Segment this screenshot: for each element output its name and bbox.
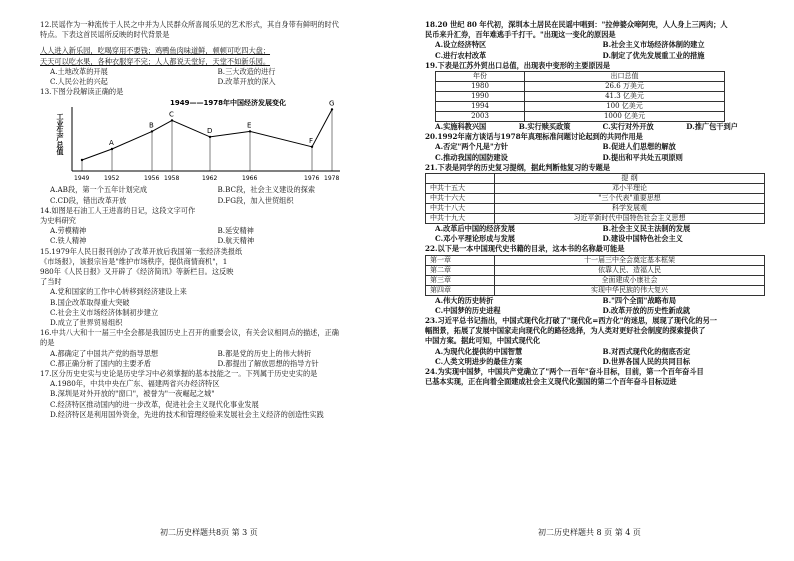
q17-option-a[interactable]: A.1980年，中共中央在广东、福建两省兴办经济特区 xyxy=(50,379,220,389)
q15-option-b[interactable]: B.国企改革取得重大突破 xyxy=(50,297,130,307)
q12-options-row-2 xyxy=(40,77,385,87)
q12-option-a[interactable]: A.土地改革的开展 xyxy=(50,66,108,76)
q16-options-row-2 xyxy=(40,359,385,369)
q21-options-row-2 xyxy=(425,234,770,244)
chart-point-label: G xyxy=(329,99,335,108)
q16-stem-1: 16.中共八大和十一届三中全会都是我国历史上召开的重要会议，有关会议相同点的描述，正确 xyxy=(40,328,339,338)
chart-x-tick-label: 1962 xyxy=(202,175,218,183)
q22-option-c[interactable]: C.中国梦的历史进程 xyxy=(435,305,501,315)
q12-ballad-line-2: 天天可以吃水果，各种衣服穿不完；人人都说天堂好，天堂不如新乐园。 xyxy=(40,56,271,66)
q19-table xyxy=(435,71,725,122)
chart-point-label: D xyxy=(207,127,213,136)
q17-stem: 17.区分历史史实与史论是历史学习中必须掌握的基本技能之一。下列属于历史史实的是 xyxy=(40,369,318,379)
table-cell: 1990 xyxy=(436,92,525,102)
q12-ballad-line-1: 人人进入新乐园，吃喝穿用不要钱；鸡鸭鱼肉味道鲜，顿顿可吃四大盘； xyxy=(40,46,271,56)
table-row xyxy=(436,82,725,92)
q12-options-row-1 xyxy=(40,67,385,77)
q14-stem: 14.如图是石油工人王进喜的日记，这段文字可作 xyxy=(40,205,196,215)
q21-option-b[interactable]: B.社会主义民主法制的发展 xyxy=(602,224,691,234)
q13-option-a[interactable]: A.AB段，第一个五年计划完成 xyxy=(50,185,148,195)
q12-option-b[interactable]: B.三大改造的进行 xyxy=(217,66,276,76)
right-column xyxy=(425,20,770,387)
q13-options-row-2 xyxy=(40,196,385,206)
q20-options-row-1 xyxy=(425,142,770,152)
table-cell: 26.6 万美元 xyxy=(525,82,725,92)
q15-option-a[interactable]: A.党和国家的工作中心转移到经济建设上来 xyxy=(50,287,187,297)
q21-option-c[interactable]: C.邓小平理论形成与发展 xyxy=(435,234,515,244)
page-footer-right: 初二历史样题共 8 页 第 4 页 xyxy=(538,528,641,537)
q24-stem-1: 24.为实现中国梦，中国共产党确立了"两个一百年"奋斗目标，目前，第一个百年奋斗目 xyxy=(425,367,704,377)
table-cell: 中共十八大 xyxy=(426,204,495,214)
q14-option-d[interactable]: D.航天精神 xyxy=(217,236,255,246)
table-header-cell: 出口总值 xyxy=(525,72,725,82)
table-header-cell: 提 纲 xyxy=(495,174,765,184)
table-cell: 中共十九大 xyxy=(426,214,495,224)
table-cell: 实现中华民族的伟大复兴 xyxy=(495,285,765,295)
q22-options-row-1 xyxy=(425,296,770,306)
q19-stem: 19.下表是江苏外贸出口总值，出现表中变形的主要原因是 xyxy=(425,60,611,70)
q20-options-row-2 xyxy=(425,153,770,163)
chart-point-label: C xyxy=(169,110,174,119)
q18-option-a[interactable]: A.设立经济特区 xyxy=(435,40,487,50)
table-cell: 1994 xyxy=(436,102,525,112)
q20-stem: 20.1992年南方谈话与1978年真理标准问题讨论起到的共同作用是 xyxy=(425,132,643,142)
q15-option-c[interactable]: C.社会主义市场经济体制初步建立 xyxy=(50,307,159,317)
table-row xyxy=(426,204,765,214)
page-footer-left: 初二历史样题共8页 第 3 页 xyxy=(160,528,258,537)
table-cell: 1980 xyxy=(436,82,525,92)
q23-options-row-2 xyxy=(425,357,770,367)
q24-stem-2: 已基本实现，正在向着全面建成社会主义现代化强国的第二个百年奋斗目标迈进 xyxy=(425,377,677,387)
chart-point-label: F xyxy=(309,137,314,146)
q21-stem: 21.下表是同学的历史复习提纲，据此判断他复习的专题是 xyxy=(425,162,611,172)
table-cell: 第二章 xyxy=(426,265,495,275)
q16-option-d[interactable]: D.都提出了解放思想的指导方针 xyxy=(217,358,319,368)
q18-option-b[interactable]: B.社会主义市场经济体制的建立 xyxy=(602,40,705,50)
table-cell: 科学发展观 xyxy=(495,204,765,214)
table-cell: 1000 亿美元 xyxy=(525,112,725,122)
q21-option-d[interactable]: D.建设中国特色社会主义 xyxy=(602,234,683,244)
q23-option-c[interactable]: C.人类文明进步的最佳方案 xyxy=(435,356,523,366)
q13-option-c[interactable]: C.CD段，错出改革开放 xyxy=(50,195,127,205)
q22-options-row-2 xyxy=(425,306,770,316)
table-row xyxy=(436,112,725,122)
q23-stem-3: 中国方案。据此可知，中国式现代化 xyxy=(425,336,541,346)
q23-option-b[interactable]: B.对西式现代化的彻底否定 xyxy=(602,346,691,356)
table-cell: 第一章 xyxy=(426,255,495,265)
q18-options-row-2 xyxy=(425,51,770,61)
chart-point-label: B xyxy=(149,121,154,130)
q13-option-b[interactable]: B.BC段，社会主义建设的探索 xyxy=(217,185,316,195)
q18-option-c[interactable]: C.进行农村改革 xyxy=(435,50,487,60)
table-cell: 100 亿美元 xyxy=(525,102,725,112)
table-cell: 第四章 xyxy=(426,285,495,295)
q18-stem-1: 18.20 世纪 80 年代初，深圳本土居民在民谣中唱到："拉伸婆众啼阿兜，人人身上三两肉；人 xyxy=(425,20,728,29)
q20-option-c[interactable]: C.推动我国的国防建设 xyxy=(435,152,508,162)
q23-stem-1: 23.习近平总书记指出，中国式现代化打破了"现代化=西方化"的迷思，展现了现代化的另一 xyxy=(425,316,717,326)
q23-option-a[interactable]: A.为现代化提供的中国智慧 xyxy=(435,346,523,356)
q23-options-row-1 xyxy=(425,347,770,357)
q12-stem-cont: 特点。下表这首民谣所反映的时代背景是 xyxy=(40,30,170,40)
q16-stem-2: 的是 xyxy=(40,338,55,348)
q19-option-c[interactable]: C.实行对外开放 xyxy=(602,122,654,132)
q18-option-d[interactable]: D.制定了优先发展重工业的措施 xyxy=(602,50,705,60)
q12-option-d[interactable]: D.改革开放的深入 xyxy=(217,77,276,87)
q12-option-c[interactable]: C.人民公社的兴起 xyxy=(50,77,108,87)
chart-title: 1949——1978年中国经济发展变化 xyxy=(170,99,286,108)
table-cell: 十一届三中全会奠定基本框架 xyxy=(495,255,765,265)
q19-option-b[interactable]: B.实行赎买政策 xyxy=(518,122,571,132)
chart-x-tick-label: 1958 xyxy=(164,175,180,183)
q16-option-c[interactable]: C.都正确分析了国内的主要矛盾 xyxy=(50,358,151,368)
q13-option-d[interactable]: D.FG段，加入世贸组织 xyxy=(217,195,294,205)
q15-stem-4: 了当时 xyxy=(40,277,62,287)
q15-stem-2: 《市场报》，该报宗旨是"维护市场秩序，提供商情商机"，1 xyxy=(40,256,228,266)
table-row xyxy=(426,194,765,204)
q15-stem-3: 980年《人民日报》又开辟了《经济简讯》等新栏目。这反映 xyxy=(40,267,234,277)
economic-chart xyxy=(50,97,350,185)
table-row xyxy=(426,255,765,265)
q22-stem: 22.以下是一本中国现代史书籍的目录，这本书的名称最可能是 xyxy=(425,244,625,254)
q17-option-b[interactable]: B.深圳是对外开放的"窗口"，被誉为"一夜崛起之城" xyxy=(50,389,215,399)
table-row xyxy=(426,214,765,224)
q17-option-d[interactable]: D.经济特区是利用国外资金，先进的技术和管理经验来发展社会主义经济的创造性实践 xyxy=(50,409,324,419)
q17-option-c[interactable]: C.经济特区推动国内的进一步改革，促进社会主义现代化事业发展 xyxy=(50,399,259,409)
q22-option-d[interactable]: D.改革开放的历史性新成就 xyxy=(602,305,691,315)
q13-options-row-1 xyxy=(40,185,385,195)
table-row xyxy=(436,92,725,102)
table-cell: 全面建成小康社会 xyxy=(495,275,765,285)
table-row xyxy=(436,102,725,112)
table-row xyxy=(426,184,765,194)
q16-option-b[interactable]: B.都是党的历史上的伟大转折 xyxy=(217,348,312,358)
table-cell: "三个代表"重要思想 xyxy=(495,194,765,204)
table-cell: 41.3 亿美元 xyxy=(525,92,725,102)
table-cell: 第三章 xyxy=(426,275,495,285)
q12-stem: 12.民谣作为一种流传于人民之中并为人民群众所喜闻乐见的艺术形式，其自身带有鲜明的时代 xyxy=(40,20,339,29)
q14-options-row-1 xyxy=(40,226,385,236)
chart-x-tick-label: 1949 xyxy=(74,175,90,183)
q15-stem-1: 15.1979年人民日报刊创办了改革开放后我国第一张经济类报纸 xyxy=(40,246,243,256)
table-cell: 中共十六大 xyxy=(426,194,495,204)
left-column xyxy=(40,20,385,420)
chart-x-tick-label: 1966 xyxy=(242,175,258,183)
q22-table xyxy=(425,255,765,296)
q16-options-row-1 xyxy=(40,349,385,359)
q18-options-row-1 xyxy=(425,40,770,50)
q21-table xyxy=(425,173,765,224)
q13-stem: 13.下图分段解读正确的是 xyxy=(40,87,124,97)
q14-options-row-2 xyxy=(40,236,385,246)
q14-option-b[interactable]: B.延安精神 xyxy=(217,226,254,236)
q16-option-a[interactable]: A.都确定了中国共产党的指导思想 xyxy=(50,348,159,358)
table-header-row xyxy=(436,72,725,82)
q20-option-d[interactable]: D.提出和平共处五项原则 xyxy=(602,152,683,162)
q19-option-d[interactable]: D.推广包干到户 xyxy=(686,122,738,132)
q19-options xyxy=(425,122,770,132)
table-cell: 2003 xyxy=(436,112,525,122)
q14-option-a[interactable]: A.劳模精神 xyxy=(50,226,87,236)
chart-x-tick-label: 1978 xyxy=(324,175,340,183)
table-cell: 邓小平理论 xyxy=(495,184,765,194)
q20-option-b[interactable]: B.促进人们思想的解放 xyxy=(602,142,676,152)
table-row xyxy=(426,265,765,275)
q20-option-a[interactable]: A.否定"两个凡是"方针 xyxy=(435,142,509,152)
q22-option-a[interactable]: A.伟大的历史转折 xyxy=(435,295,494,305)
q19-option-a[interactable]: A.实施科教兴国 xyxy=(435,122,487,132)
q21-option-a[interactable]: A.改革后中国的经济发展 xyxy=(435,224,515,234)
chart-point-label: A xyxy=(109,139,114,148)
table-header-cell: 年份 xyxy=(436,72,525,82)
chart-x-tick-label: 1956 xyxy=(144,175,160,183)
chart-marks xyxy=(74,100,339,183)
table-header-cell xyxy=(426,174,495,184)
q23-option-d[interactable]: D.世界各国人民的共同目标 xyxy=(602,356,691,366)
q21-options-row-1 xyxy=(425,224,770,234)
table-cell: 中共十五大 xyxy=(426,184,495,194)
q18-stem-2: 民币来升汇券，百年难逃手千打干。"出现这一变化的原因是 xyxy=(425,30,616,40)
chart-ylabel: 工业生产总值 xyxy=(56,113,64,156)
q14-stem-cont: 为史料研究 xyxy=(40,216,76,226)
table-row xyxy=(426,285,765,295)
table-header-row xyxy=(426,174,765,184)
q22-option-b[interactable]: B."四个全面"战略布局 xyxy=(602,295,677,305)
q14-option-c[interactable]: C.铁人精神 xyxy=(50,236,87,246)
q23-stem-2: 幅图景，拓展了发展中国家走向现代化的路径选择，为人类对更好社会制度的探索提供了 xyxy=(425,326,706,336)
chart-point-label: E xyxy=(247,121,252,130)
chart-x-tick-label: 1976 xyxy=(304,175,320,183)
table-row xyxy=(426,275,765,285)
q15-option-d[interactable]: D.成立了世界贸易组织 xyxy=(50,318,123,328)
chart-x-tick-label: 1952 xyxy=(104,175,120,183)
table-cell: 习近平新时代中国特色社会主义思想 xyxy=(495,214,765,224)
table-cell: 依靠人民、造福人民 xyxy=(495,265,765,275)
